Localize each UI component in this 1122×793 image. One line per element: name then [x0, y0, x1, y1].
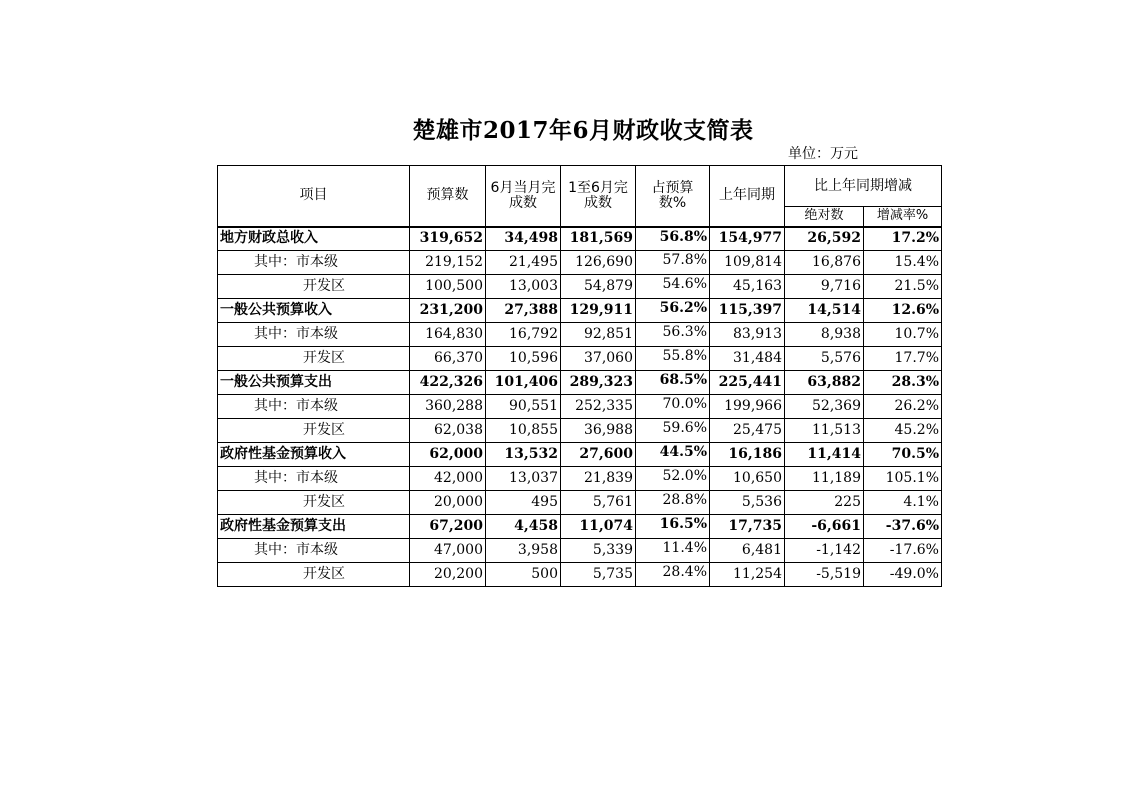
row-label: 地方财政总收入 — [218, 227, 410, 251]
cell-last: 16,186 — [710, 443, 785, 467]
cell-last: 6,481 — [710, 539, 785, 563]
cell-budget: 100,500 — [410, 275, 486, 299]
row-label: 开发区 — [218, 491, 410, 515]
cell-budget: 319,652 — [410, 227, 486, 251]
cell-june: 10,596 — [486, 347, 561, 371]
cell-last: 17,735 — [710, 515, 785, 539]
table-row — [218, 395, 942, 419]
unit-label: 单位：万元 — [788, 146, 858, 162]
header-rate: 增减率% — [864, 207, 942, 227]
cell-ytd: 5,339 — [561, 539, 636, 563]
cell-june: 13,532 — [486, 443, 561, 467]
cell-budget: 360,288 — [410, 395, 486, 419]
cell-last: 11,254 — [710, 563, 785, 587]
table-row — [218, 539, 942, 563]
cell-pct: 11.4% — [636, 539, 710, 563]
row-label: 政府性基金预算支出 — [218, 515, 410, 539]
cell-ytd: 129,911 — [561, 299, 636, 323]
row-label: 其中：市本级 — [218, 467, 410, 491]
cell-abs: 26,592 — [785, 227, 864, 251]
cell-june: 34,498 — [486, 227, 561, 251]
header-jan-june: 1至6月完成数 — [561, 166, 636, 227]
cell-pct: 57.8% — [636, 251, 710, 275]
table-row — [218, 419, 942, 443]
cell-abs: 11,189 — [785, 467, 864, 491]
cell-ytd: 5,735 — [561, 563, 636, 587]
cell-last: 25,475 — [710, 419, 785, 443]
cell-rate: 10.7% — [864, 323, 942, 347]
cell-june: 13,037 — [486, 467, 561, 491]
cell-budget: 219,152 — [410, 251, 486, 275]
row-label: 开发区 — [218, 275, 410, 299]
cell-rate: -49.0% — [864, 563, 942, 587]
cell-ytd: 11,074 — [561, 515, 636, 539]
cell-ytd: 37,060 — [561, 347, 636, 371]
page-title: 楚雄市2017年6月财政收支简表 — [412, 117, 754, 144]
cell-pct: 56.2% — [636, 299, 710, 323]
cell-ytd: 27,600 — [561, 443, 636, 467]
cell-ytd: 21,839 — [561, 467, 636, 491]
cell-budget: 42,000 — [410, 467, 486, 491]
fiscal-summary-table — [217, 165, 942, 587]
cell-budget: 62,000 — [410, 443, 486, 467]
cell-june: 495 — [486, 491, 561, 515]
cell-last: 115,397 — [710, 299, 785, 323]
table-row — [218, 467, 942, 491]
cell-last: 225,441 — [710, 371, 785, 395]
cell-pct: 28.8% — [636, 491, 710, 515]
cell-rate: 28.3% — [864, 371, 942, 395]
cell-pct: 16.5% — [636, 515, 710, 539]
cell-budget: 20,000 — [410, 491, 486, 515]
cell-rate: 4.1% — [864, 491, 942, 515]
row-label: 其中：市本级 — [218, 539, 410, 563]
row-label: 开发区 — [218, 563, 410, 587]
header-last-year: 上年同期 — [710, 166, 785, 227]
cell-june: 10,855 — [486, 419, 561, 443]
cell-budget: 62,038 — [410, 419, 486, 443]
cell-june: 90,551 — [486, 395, 561, 419]
table-row — [218, 347, 942, 371]
cell-june: 13,003 — [486, 275, 561, 299]
table-row — [218, 563, 942, 587]
cell-budget: 20,200 — [410, 563, 486, 587]
cell-budget: 422,326 — [410, 371, 486, 395]
table-row — [218, 371, 942, 395]
cell-pct: 56.3% — [636, 323, 710, 347]
row-label: 开发区 — [218, 347, 410, 371]
cell-rate: 21.5% — [864, 275, 942, 299]
cell-june: 500 — [486, 563, 561, 587]
cell-rate: 17.7% — [864, 347, 942, 371]
cell-ytd: 5,761 — [561, 491, 636, 515]
table-row — [218, 443, 942, 467]
cell-last: 83,913 — [710, 323, 785, 347]
cell-pct: 55.8% — [636, 347, 710, 371]
cell-last: 5,536 — [710, 491, 785, 515]
row-label: 其中：市本级 — [218, 395, 410, 419]
cell-rate: 105.1% — [864, 467, 942, 491]
cell-abs: 9,716 — [785, 275, 864, 299]
cell-june: 101,406 — [486, 371, 561, 395]
cell-pct: 28.4% — [636, 563, 710, 587]
cell-ytd: 252,335 — [561, 395, 636, 419]
header-compare: 比上年同期增减 — [785, 166, 942, 207]
cell-june: 21,495 — [486, 251, 561, 275]
cell-ytd: 289,323 — [561, 371, 636, 395]
table-row — [218, 275, 942, 299]
cell-budget: 67,200 — [410, 515, 486, 539]
cell-rate: -17.6% — [864, 539, 942, 563]
cell-ytd: 126,690 — [561, 251, 636, 275]
row-label: 开发区 — [218, 419, 410, 443]
header-june: 6月当月完成数 — [486, 166, 561, 227]
cell-rate: 12.6% — [864, 299, 942, 323]
row-label: 其中：市本级 — [218, 323, 410, 347]
cell-abs: 63,882 — [785, 371, 864, 395]
table-row — [218, 323, 942, 347]
cell-pct: 68.5% — [636, 371, 710, 395]
cell-last: 10,650 — [710, 467, 785, 491]
cell-june: 27,388 — [486, 299, 561, 323]
cell-last: 31,484 — [710, 347, 785, 371]
cell-abs: 14,514 — [785, 299, 864, 323]
cell-abs: -6,661 — [785, 515, 864, 539]
cell-abs: 225 — [785, 491, 864, 515]
cell-abs: 11,513 — [785, 419, 864, 443]
cell-abs: 11,414 — [785, 443, 864, 467]
cell-abs: 52,369 — [785, 395, 864, 419]
cell-ytd: 54,879 — [561, 275, 636, 299]
cell-rate: 45.2% — [864, 419, 942, 443]
cell-abs: -5,519 — [785, 563, 864, 587]
row-label: 其中：市本级 — [218, 251, 410, 275]
cell-last: 199,966 — [710, 395, 785, 419]
cell-pct: 70.0% — [636, 395, 710, 419]
cell-last: 109,814 — [710, 251, 785, 275]
cell-abs: 5,576 — [785, 347, 864, 371]
cell-rate: 26.2% — [864, 395, 942, 419]
row-label: 一般公共预算收入 — [218, 299, 410, 323]
cell-pct: 59.6% — [636, 419, 710, 443]
cell-ytd: 92,851 — [561, 323, 636, 347]
table-row — [218, 515, 942, 539]
row-label: 一般公共预算支出 — [218, 371, 410, 395]
cell-abs: 8,938 — [785, 323, 864, 347]
table-row — [218, 491, 942, 515]
cell-budget: 47,000 — [410, 539, 486, 563]
cell-rate: 15.4% — [864, 251, 942, 275]
cell-ytd: 36,988 — [561, 419, 636, 443]
header-item: 项目 — [218, 166, 410, 227]
cell-rate: 17.2% — [864, 227, 942, 251]
cell-rate: -37.6% — [864, 515, 942, 539]
cell-ytd: 181,569 — [561, 227, 636, 251]
table-row — [218, 299, 942, 323]
cell-june: 16,792 — [486, 323, 561, 347]
cell-budget: 231,200 — [410, 299, 486, 323]
cell-last: 154,977 — [710, 227, 785, 251]
table-row — [218, 227, 942, 251]
header-budget: 预算数 — [410, 166, 486, 227]
cell-june: 4,458 — [486, 515, 561, 539]
row-label: 政府性基金预算收入 — [218, 443, 410, 467]
header-pct: 占预算数% — [636, 166, 710, 227]
cell-rate: 70.5% — [864, 443, 942, 467]
table-row — [218, 251, 942, 275]
cell-pct: 44.5% — [636, 443, 710, 467]
cell-budget: 164,830 — [410, 323, 486, 347]
cell-pct: 52.0% — [636, 467, 710, 491]
cell-june: 3,958 — [486, 539, 561, 563]
cell-pct: 54.6% — [636, 275, 710, 299]
cell-last: 45,163 — [710, 275, 785, 299]
cell-abs: -1,142 — [785, 539, 864, 563]
cell-budget: 66,370 — [410, 347, 486, 371]
cell-abs: 16,876 — [785, 251, 864, 275]
header-abs: 绝对数 — [785, 207, 864, 227]
cell-pct: 56.8% — [636, 227, 710, 251]
